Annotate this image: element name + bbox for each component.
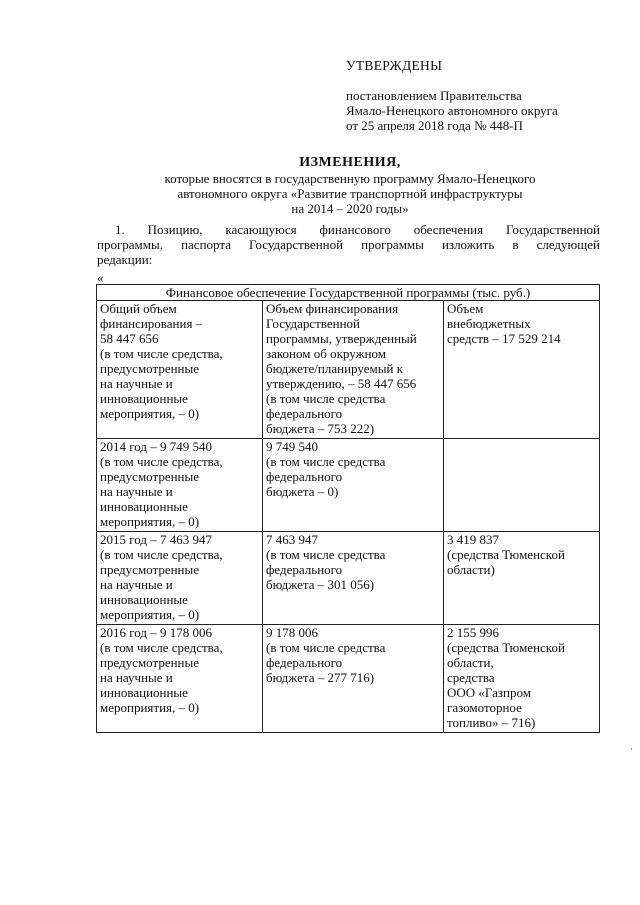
table-row [97, 532, 600, 625]
cell-line: (в том числе средства, [100, 346, 223, 361]
cell-line: инновационные [100, 592, 188, 607]
cell-line: бюджета – 0) [266, 484, 339, 499]
cell-line: Объем финансирования [266, 301, 399, 316]
approval-block [346, 58, 626, 133]
cell-line: предусмотренные [100, 469, 200, 484]
budget-cell [263, 301, 444, 439]
cell-line: федерального [266, 406, 343, 421]
total-cell [97, 532, 263, 625]
heading-line: на 2014 – 2020 годы» [291, 201, 409, 216]
approval-title: УТВЕРЖДЕНЫ [346, 58, 443, 73]
table-row [97, 301, 600, 439]
cell-line: (в том числе средства [266, 454, 386, 469]
cell-line: Государственной [266, 316, 361, 331]
heading-line: автономного округа «Развитие транспортной инфраструктуры [177, 186, 523, 201]
cell-line: газомоторное [447, 700, 522, 715]
cell-line: предусмотренные [100, 655, 200, 670]
cell-line: предусмотренные [100, 562, 200, 577]
cell-line: 7 463 947 [266, 532, 318, 547]
financing-table [96, 284, 600, 733]
cell-line: на научные и [100, 670, 173, 685]
cell-line: мероприятия, – 0) [100, 607, 200, 622]
cell-line: 9 178 006 [266, 625, 318, 640]
total-cell [97, 625, 263, 733]
cell-line: (средства Тюменской [447, 547, 565, 562]
cell-line: 3 419 837 [447, 532, 499, 547]
cell-line: ООО «Газпром [447, 685, 531, 700]
cell-line: мероприятия, – 0) [100, 700, 200, 715]
cell-line: (в том числе средства, [100, 454, 223, 469]
approval-line: Ямало-Ненецкого автономного округа [346, 103, 558, 118]
cell-line: бюджета – 301 056) [266, 577, 375, 592]
paragraph-line: программы, паспорта Государственной программы изложить в следующей [97, 237, 600, 252]
total-cell [97, 301, 263, 439]
cell-line: (в том числе средства [266, 640, 386, 655]
cell-line: федерального [266, 469, 343, 484]
cell-line: бюджете/планируемый к [266, 361, 403, 376]
cell-line: на научные и [100, 577, 173, 592]
heading-title: ИЗМЕНЕНИЯ, [299, 155, 401, 170]
extrabudget-cell [444, 439, 600, 532]
cell-line: Общий объем [100, 301, 177, 316]
cell-line: федерального [266, 655, 343, 670]
extrabudget-cell [444, 301, 600, 439]
cell-line: инновационные [100, 391, 188, 406]
cell-line: бюджета – 753 222) [266, 421, 375, 436]
budget-cell [263, 625, 444, 733]
cell-line: (в том числе средства, [100, 640, 223, 655]
table-header-row [97, 285, 600, 301]
total-cell [97, 439, 263, 532]
cell-line: программы, утвержденный [266, 331, 417, 346]
cell-line: законом об окружном [266, 346, 387, 361]
approval-line: от 25 апреля 2018 года № 448-П [346, 118, 523, 133]
cell-line: 2016 год – 9 178 006 [100, 625, 212, 640]
cell-line: 2014 год – 9 749 540 [100, 439, 212, 454]
cell-line: мероприятия, – 0) [100, 406, 200, 421]
table-row [97, 625, 600, 733]
cell-line: средств – 17 529 214 [447, 331, 561, 346]
cell-line: на научные и [100, 376, 173, 391]
paragraph-line: 1. Позицию, касающуюся финансового обеспечения Государственной [115, 222, 600, 237]
cell-line: предусмотренные [100, 361, 200, 376]
cell-line: бюджета – 277 716) [266, 670, 375, 685]
cell-line: утверждению, – 58 447 656 [266, 376, 417, 391]
cell-line: области) [447, 562, 495, 577]
table-header: Финансовое обеспечение Государственной программы (тыс. руб.) [97, 285, 600, 301]
cell-line: инновационные [100, 685, 188, 700]
cell-line: мероприятия, – 0) [100, 514, 200, 529]
cell-line: 2 155 996 [447, 625, 499, 640]
table-row [97, 439, 600, 532]
cell-line: 2015 год – 7 463 947 [100, 532, 212, 547]
document-heading [100, 155, 600, 216]
scan-mark [631, 748, 632, 750]
cell-line: 58 447 656 [100, 331, 159, 346]
opening-quote: « [97, 270, 104, 285]
heading-line: которые вносятся в государственную программу Ямало-Ненецкого [164, 171, 536, 186]
cell-line: федерального [266, 562, 343, 577]
cell-line: финансирования – [100, 316, 203, 331]
budget-cell [263, 532, 444, 625]
cell-line: (в том числе средства [266, 391, 386, 406]
cell-line: средства [447, 670, 495, 685]
approval-line: постановлением Правительства [346, 88, 522, 103]
cell-line: области, [447, 655, 494, 670]
paragraph-line: редакции: [97, 252, 153, 267]
cell-line: 9 749 540 [266, 439, 318, 454]
cell-line: инновационные [100, 499, 188, 514]
extrabudget-cell [444, 532, 600, 625]
cell-line: на научные и [100, 484, 173, 499]
budget-cell [263, 439, 444, 532]
cell-line: топливо» – 716) [447, 715, 536, 730]
cell-line: Объем [447, 301, 484, 316]
cell-line: (средства Тюменской [447, 640, 565, 655]
cell-line: (в том числе средства [266, 547, 386, 562]
cell-line: внебюджетных [447, 316, 531, 331]
amendment-paragraph [97, 222, 600, 267]
extrabudget-cell [444, 625, 600, 733]
cell-line: (в том числе средства, [100, 547, 223, 562]
